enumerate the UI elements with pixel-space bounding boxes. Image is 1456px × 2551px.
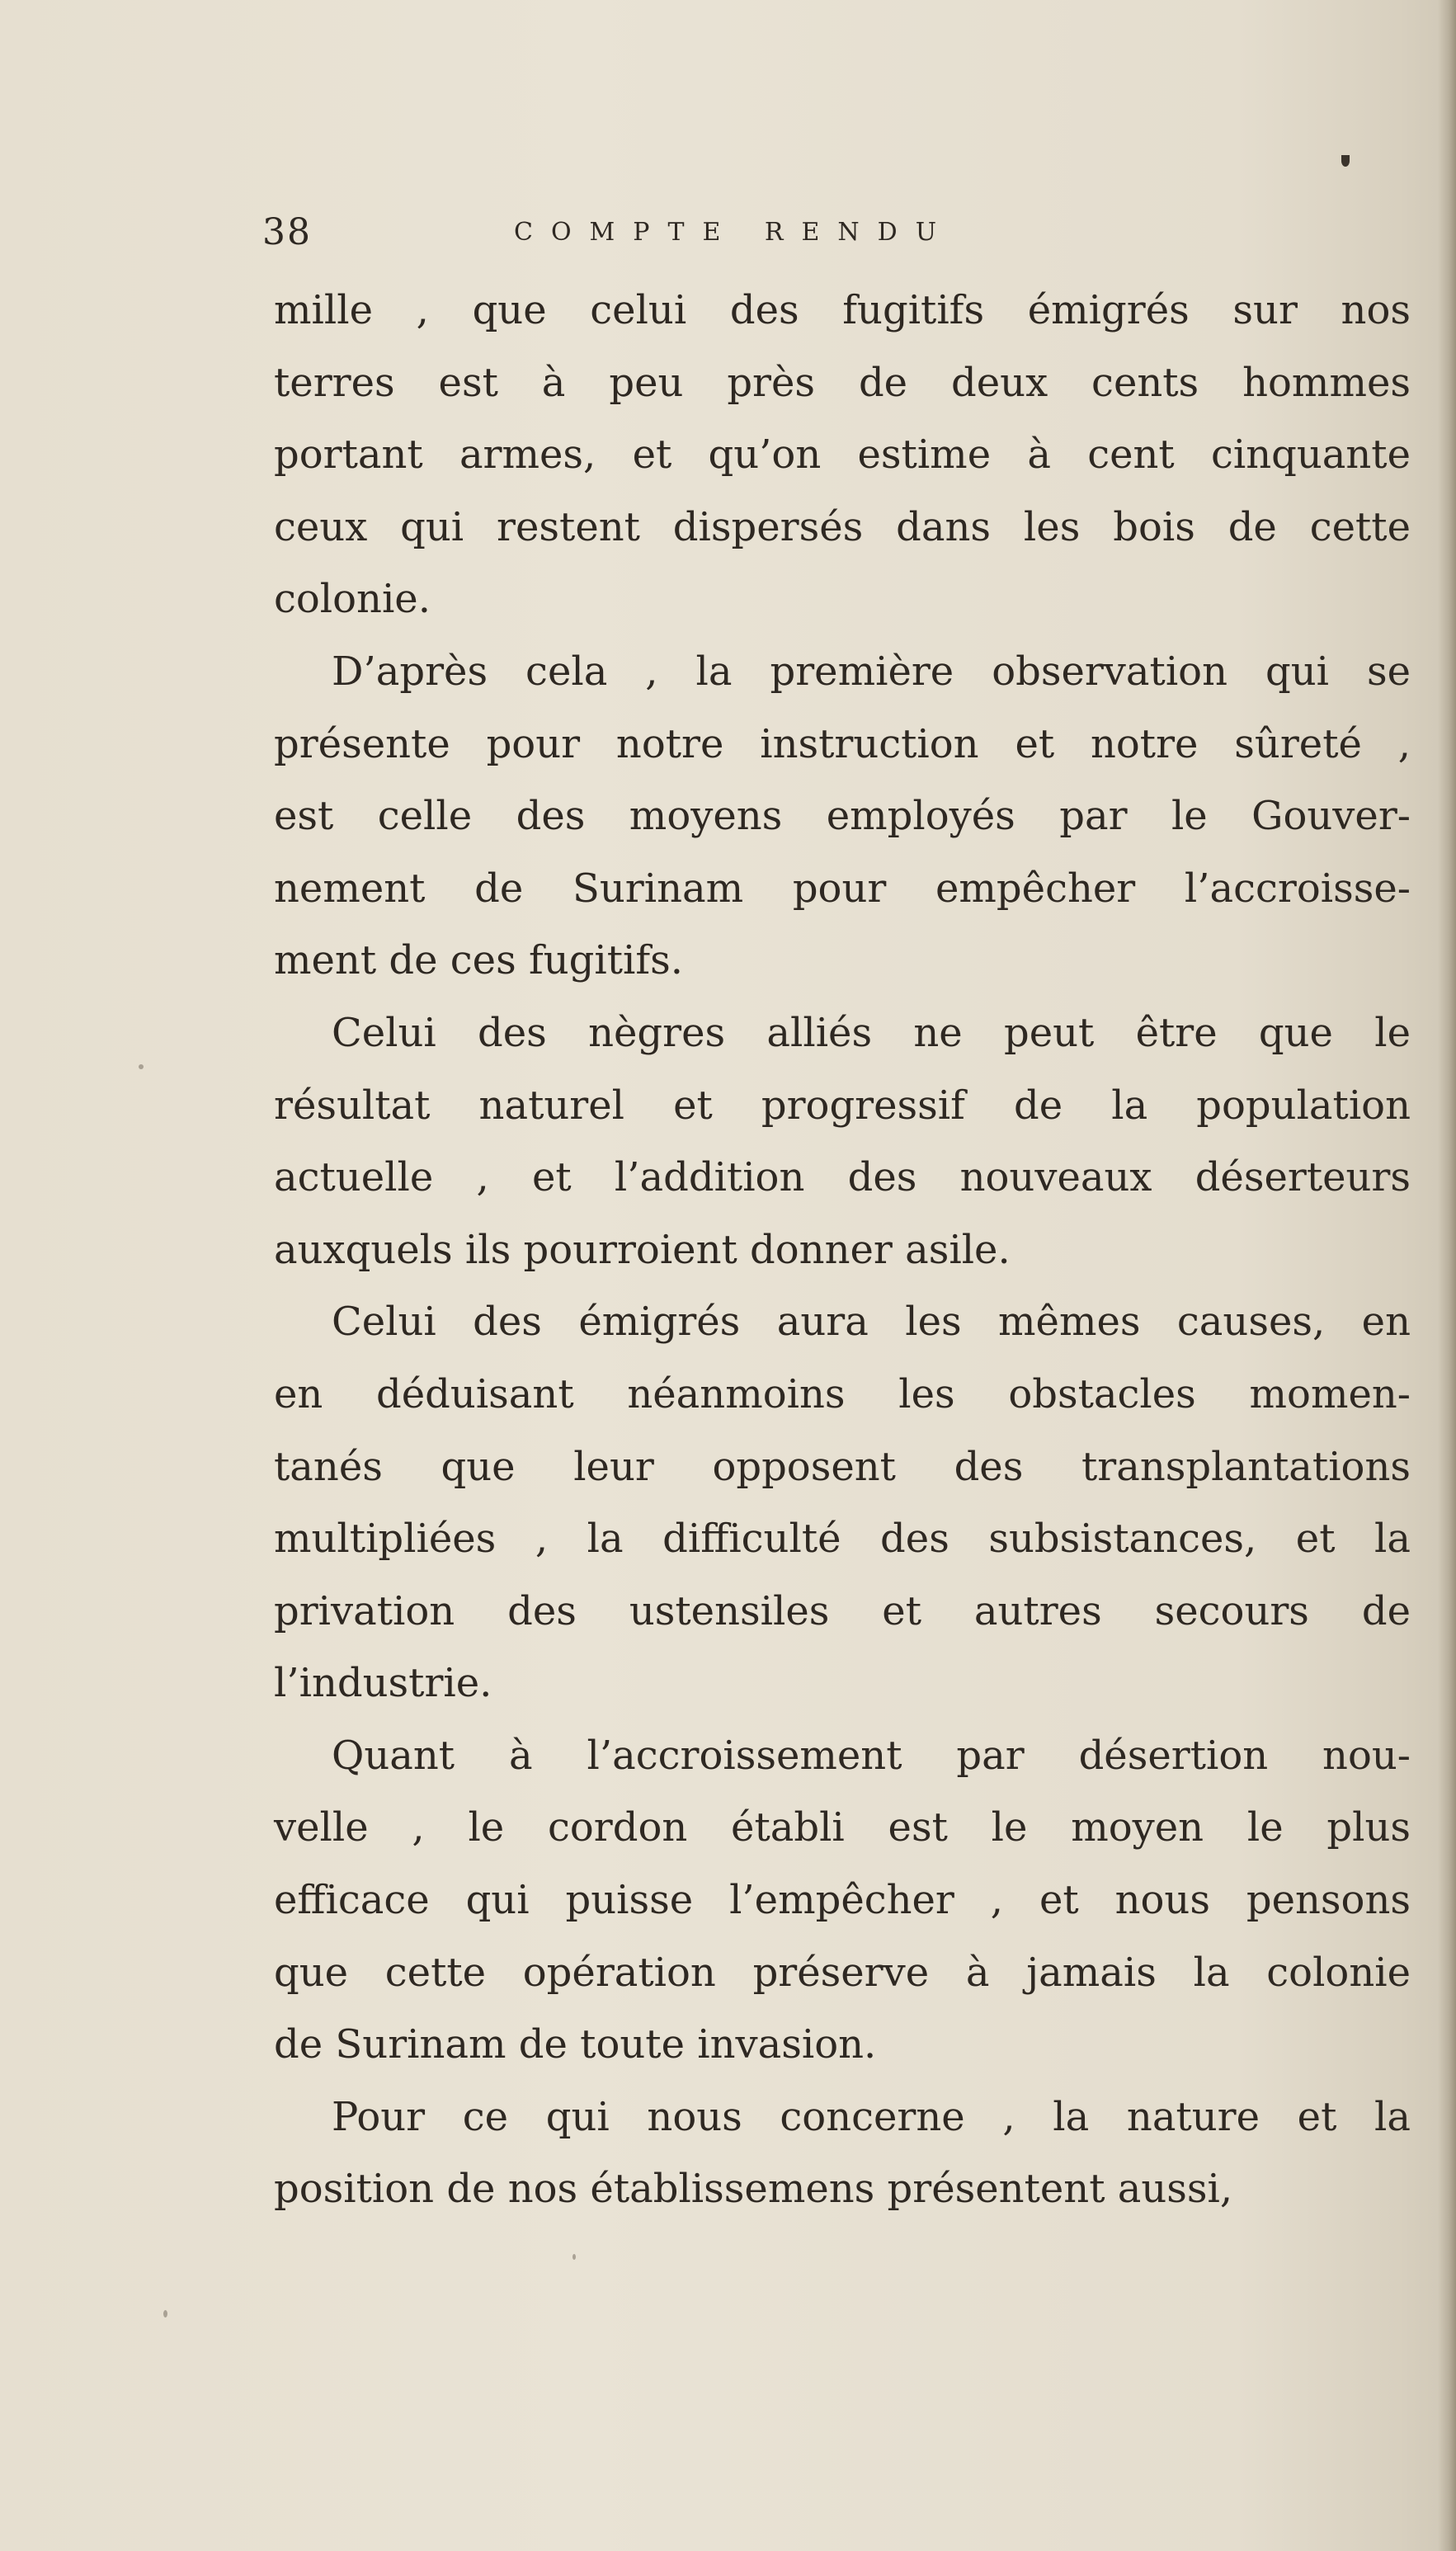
text-line: terres est à peu près de deux cents hommes <box>274 359 1411 406</box>
text-line: colonie. <box>274 576 431 623</box>
paragraph <box>274 997 1411 1286</box>
page-number: 38 <box>262 211 312 253</box>
text-line: position de nos établissemens présentent aussi, <box>274 2166 1233 2213</box>
text-line: présente pour notre instruction et notre sûreté , <box>274 720 1411 767</box>
paragraph <box>274 1720 1411 2082</box>
text-line: résultat naturel et progressif de la population <box>274 1082 1411 1129</box>
text-line: auxquels ils pourroient donner asile. <box>274 1226 1011 1273</box>
text-line: portant armes, et qu’on estime à cent cinquante <box>274 431 1411 479</box>
text-line: privation des ustensiles et autres secours de <box>274 1587 1411 1634</box>
paragraph <box>274 1286 1411 1720</box>
text-line: Pour ce qui nous concerne , la nature et la <box>332 2093 1411 2140</box>
text-line: que cette opération préserve à jamais la colonie <box>274 1949 1411 1996</box>
page-header <box>262 208 1417 257</box>
text-line: actuelle , et l’addition des nouveaux déserteurs <box>274 1154 1411 1201</box>
paper-speck <box>139 1064 144 1069</box>
text-line: mille , que celui des fugitifs émigrés sur nos <box>274 287 1411 333</box>
running-head: COMPTE RENDU <box>514 218 954 247</box>
body-text <box>274 275 1411 2226</box>
text-line: velle , le cordon établi est le moyen le plus <box>274 1804 1411 1851</box>
text-line: ceux qui restent dispersés dans les bois de cette <box>274 503 1411 550</box>
paper-speck <box>573 2254 576 2260</box>
page-edge <box>1438 0 1456 2551</box>
text-line: nement de Surinam pour empêcher l’accroisse- <box>274 865 1411 912</box>
text-line: Quant à l’accroissement par désertion nou- <box>332 1732 1411 1779</box>
text-line: D’après cela , la première observation qui se <box>332 648 1411 695</box>
paragraph <box>274 636 1411 997</box>
text-line: tanés que leur opposent des transplantations <box>274 1443 1411 1490</box>
text-line: multipliées , la difficulté des subsistances, et la <box>274 1516 1411 1563</box>
paragraph <box>274 2082 1411 2226</box>
paper-speck <box>163 2310 167 2318</box>
text-line: en déduisant néanmoins les obstacles momen- <box>274 1370 1411 1417</box>
text-line: Celui des émigrés aura les mêmes causes, en <box>332 1299 1411 1346</box>
text-line: ment de ces fugitifs. <box>274 937 684 984</box>
paragraph <box>274 275 1411 636</box>
text-line: efficace qui puisse l’empêcher , et nous pensons <box>274 1877 1411 1924</box>
text-line: l’industrie. <box>274 1660 492 1707</box>
text-line: Celui des nègres alliés ne peut être que le <box>332 1009 1411 1056</box>
printer-mark <box>1341 155 1350 167</box>
text-line: est celle des moyens employés par le Gouver- <box>274 793 1411 840</box>
text-line: de Surinam de toute invasion. <box>274 2021 877 2068</box>
